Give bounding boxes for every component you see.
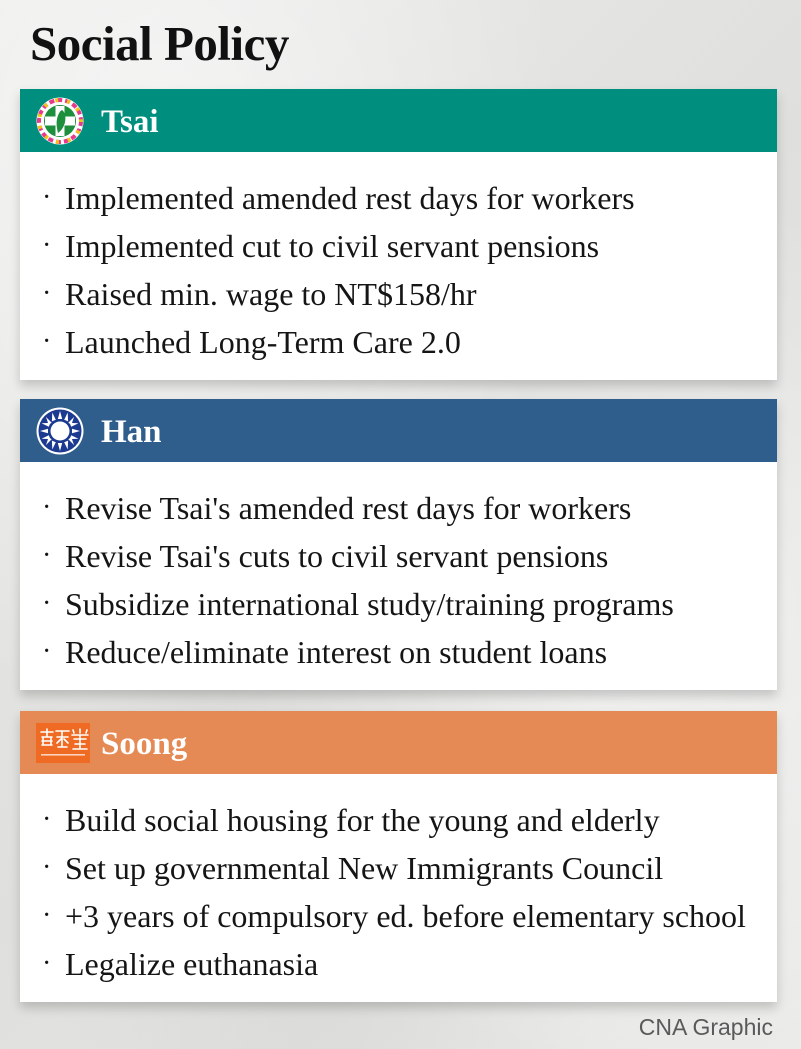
list-item [20,484,777,532]
item-text: +3 years of compulsory ed. before elementary school [65,898,746,934]
panel-body-han [20,462,777,690]
list-item [20,796,777,844]
bullet: · [42,804,52,835]
list-item [20,940,777,988]
list-item [20,580,777,628]
list-item [20,844,777,892]
dpp-party-logo-icon [36,97,84,145]
bullet: · [42,852,52,883]
bullet: · [42,492,52,523]
item-text: Set up governmental New Immigrants Council [65,850,664,886]
panel-header-tsai [20,89,777,152]
panel-header-soong [20,711,777,774]
list-item [20,318,777,366]
item-text: Subsidize international study/training programs [65,586,674,622]
bullet: · [42,636,52,667]
bullet: · [42,278,52,309]
item-text: Implemented cut to civil servant pensions [65,228,600,264]
panel-header-han [20,399,777,462]
section-name-tsai: Tsai [101,104,159,140]
list-item [20,532,777,580]
credit-text: CNA Graphic [638,1014,773,1040]
list-item [20,628,777,676]
panel-soong [20,711,777,1002]
item-text: Build social housing for the young and elderly [65,802,660,838]
section-name-han: Han [101,414,162,450]
list-item [20,174,777,222]
section-name-soong: Soong [101,726,188,762]
item-text: Raised min. wage to NT$158/hr [65,276,477,312]
item-text: Revise Tsai's amended rest days for workers [65,490,632,526]
panel-body-soong [20,774,777,1002]
item-text: Launched Long-Term Care 2.0 [65,324,461,360]
bullet: · [42,540,52,571]
kmt-party-logo-icon [36,407,84,455]
panel-tsai [20,89,777,380]
bullet: · [42,326,52,357]
list-item [20,270,777,318]
bullet: · [42,182,52,213]
item-text: Implemented amended rest days for workers [65,180,635,216]
bullet: · [42,900,52,931]
bullet: · [42,948,52,979]
panel-body-tsai [20,152,777,380]
panel-han [20,399,777,690]
bullet: · [42,230,52,261]
item-text: Reduce/eliminate interest on student loans [65,634,608,670]
page-title: Social Policy [30,16,289,71]
list-item [20,892,777,940]
item-text: Revise Tsai's cuts to civil servant pensions [65,538,609,574]
item-text: Legalize euthanasia [65,946,319,982]
list-item [20,222,777,270]
pfp-party-logo-icon [36,723,90,763]
bullet: · [42,588,52,619]
